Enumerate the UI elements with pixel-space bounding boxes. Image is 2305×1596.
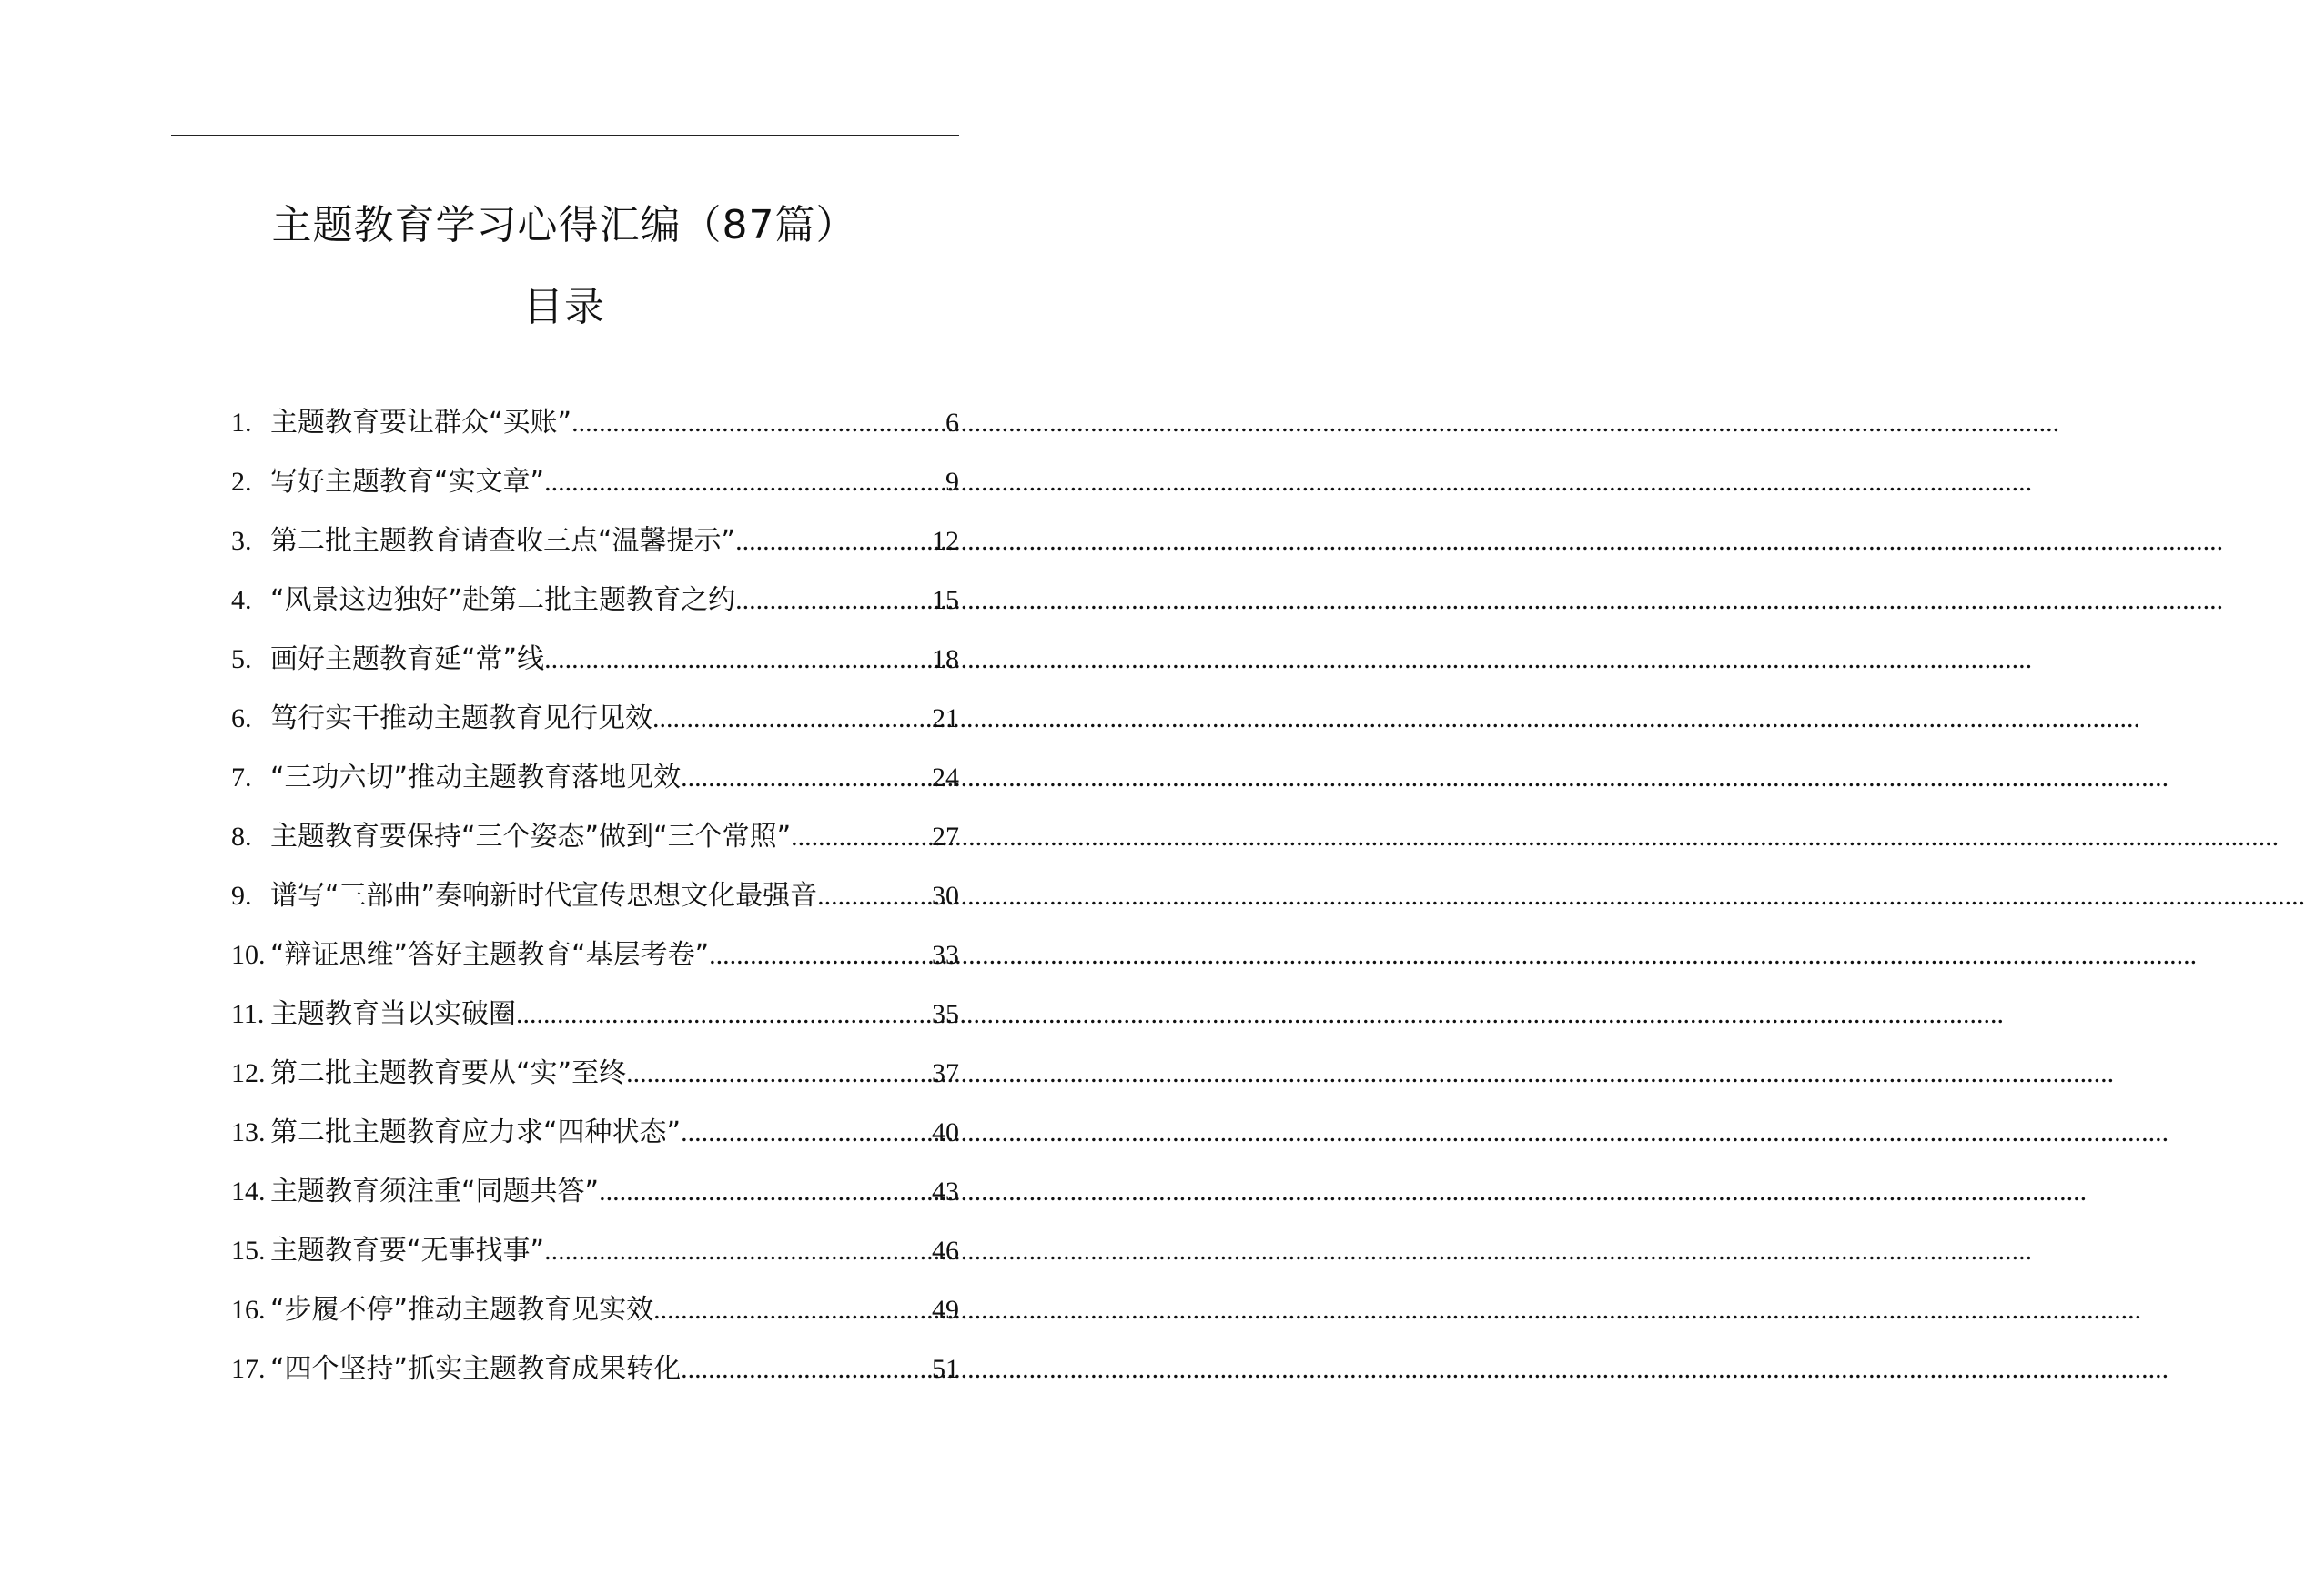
toc-entry-12[interactable] bbox=[231, 1057, 959, 1116]
document-title: 主题教育学习心得汇编（87篇） bbox=[271, 202, 857, 248]
toc-entry-5[interactable] bbox=[231, 643, 959, 702]
toc-entry-title: 主题教育要保持“三个姿态”做到“三个常照” bbox=[270, 821, 792, 853]
toc-entry-number: 6. bbox=[231, 703, 252, 733]
toc-entry-page: 15 bbox=[932, 585, 959, 615]
header-divider bbox=[171, 135, 959, 136]
toc-entry-8[interactable] bbox=[231, 821, 959, 880]
toc-entry-title: “步履不停”推动主题教育见实效 bbox=[270, 1294, 654, 1326]
toc-dot-leader bbox=[544, 643, 932, 676]
toc-entry-number: 1. bbox=[231, 408, 252, 438]
toc-dot-leader bbox=[681, 762, 932, 794]
toc-dot-leader bbox=[626, 1057, 932, 1090]
toc-entry-15[interactable] bbox=[231, 1235, 959, 1294]
toc-entry-13[interactable] bbox=[231, 1116, 959, 1176]
toc-entry-page: 6 bbox=[945, 408, 959, 438]
toc-entry-number: 16. bbox=[231, 1295, 266, 1325]
toc-entry-title: “四个坚持”抓实主题教育成果转化 bbox=[270, 1353, 682, 1385]
toc-entry-number: 9. bbox=[231, 881, 252, 911]
toc-entry-17[interactable] bbox=[231, 1353, 959, 1412]
toc-entry-page: 30 bbox=[932, 881, 959, 911]
toc-entry-11[interactable] bbox=[231, 998, 959, 1057]
toc-dot-leader bbox=[571, 407, 945, 439]
toc-entry-title: 谱写“三部曲”奏响新时代宣传思想文化最强音 bbox=[270, 880, 818, 912]
toc-entry-6[interactable] bbox=[231, 702, 959, 762]
toc-entry-1[interactable] bbox=[231, 407, 959, 466]
toc-entry-number: 8. bbox=[231, 822, 252, 852]
toc-dot-leader bbox=[735, 525, 932, 558]
toc-entry-page: 21 bbox=[932, 703, 959, 733]
toc-dot-leader bbox=[681, 1116, 932, 1149]
toc-dot-leader bbox=[735, 584, 932, 617]
toc-entry-page: 18 bbox=[932, 644, 959, 674]
toc-entry-16[interactable] bbox=[231, 1294, 959, 1353]
toc-entry-page: 24 bbox=[932, 763, 959, 793]
toc-dot-leader bbox=[709, 939, 932, 972]
toc-entry-10[interactable] bbox=[231, 939, 959, 998]
toc-entry-title: 笃行实干推动主题教育见行见效 bbox=[270, 702, 652, 734]
toc-entry-page: 33 bbox=[932, 940, 959, 970]
toc-entry-number: 10. bbox=[231, 940, 266, 970]
toc-entry-9[interactable] bbox=[231, 880, 959, 939]
toc-entry-title: 第二批主题教育应力求“四种状态” bbox=[270, 1116, 682, 1148]
toc-entry-number: 12. bbox=[231, 1058, 266, 1088]
toc-entry-number: 17. bbox=[231, 1354, 266, 1384]
toc-entry-page: 37 bbox=[932, 1058, 959, 1088]
table-of-contents bbox=[231, 407, 959, 1412]
toc-entry-title: 主题教育要“无事找事” bbox=[270, 1235, 545, 1267]
toc-entry-title: 第二批主题教育要从“实”至终 bbox=[270, 1057, 627, 1089]
toc-entry-page: 49 bbox=[932, 1295, 959, 1325]
toc-dot-leader bbox=[544, 466, 945, 499]
toc-entry-title: 主题教育要让群众“买账” bbox=[270, 407, 572, 439]
toc-entry-14[interactable] bbox=[231, 1176, 959, 1235]
toc-entry-number: 11. bbox=[231, 999, 265, 1029]
toc-entry-number: 2. bbox=[231, 467, 252, 497]
toc-entry-number: 15. bbox=[231, 1236, 266, 1266]
toc-entry-page: 12 bbox=[932, 526, 959, 556]
toc-entry-page: 27 bbox=[932, 822, 959, 852]
toc-entry-2[interactable] bbox=[231, 466, 959, 525]
toc-entry-title: 写好主题教育“实文章” bbox=[270, 466, 545, 498]
toc-entry-title: 主题教育须注重“同题共答” bbox=[270, 1176, 600, 1207]
toc-entry-page: 9 bbox=[945, 467, 959, 497]
toc-entry-title: “风景这边独好”赴第二批主题教育之约 bbox=[270, 584, 736, 616]
toc-entry-title: 第二批主题教育请查收三点“温馨提示” bbox=[270, 525, 736, 557]
toc-dot-leader bbox=[516, 998, 932, 1031]
toc-entry-number: 13. bbox=[231, 1117, 266, 1147]
toc-dot-leader bbox=[544, 1235, 932, 1268]
toc-entry-page: 43 bbox=[932, 1177, 959, 1207]
toc-entry-page: 35 bbox=[932, 999, 959, 1029]
toc-entry-title: “三功六切”推动主题教育落地见效 bbox=[270, 762, 682, 793]
toc-entry-number: 5. bbox=[231, 644, 252, 674]
toc-heading: 目录 bbox=[523, 284, 605, 330]
toc-entry-title: “辩证思维”答好主题教育“基层考卷” bbox=[270, 939, 710, 971]
toc-entry-page: 40 bbox=[932, 1117, 959, 1147]
toc-entry-page: 46 bbox=[932, 1236, 959, 1266]
toc-entry-number: 4. bbox=[231, 585, 252, 615]
toc-entry-3[interactable] bbox=[231, 525, 959, 584]
toc-dot-leader bbox=[817, 880, 932, 913]
toc-dot-leader bbox=[653, 1294, 932, 1327]
toc-dot-leader bbox=[791, 821, 932, 854]
toc-dot-leader bbox=[599, 1176, 932, 1208]
toc-entry-page: 51 bbox=[932, 1354, 959, 1384]
toc-entry-7[interactable] bbox=[231, 762, 959, 821]
toc-entry-4[interactable] bbox=[231, 584, 959, 643]
toc-dot-leader bbox=[652, 702, 932, 735]
toc-entry-number: 7. bbox=[231, 763, 252, 793]
toc-entry-title: 主题教育当以实破圈 bbox=[270, 998, 516, 1030]
toc-dot-leader bbox=[681, 1353, 932, 1386]
toc-entry-number: 3. bbox=[231, 526, 252, 556]
toc-entry-number: 14. bbox=[231, 1177, 266, 1207]
toc-entry-title: 画好主题教育延“常”线 bbox=[270, 643, 545, 675]
